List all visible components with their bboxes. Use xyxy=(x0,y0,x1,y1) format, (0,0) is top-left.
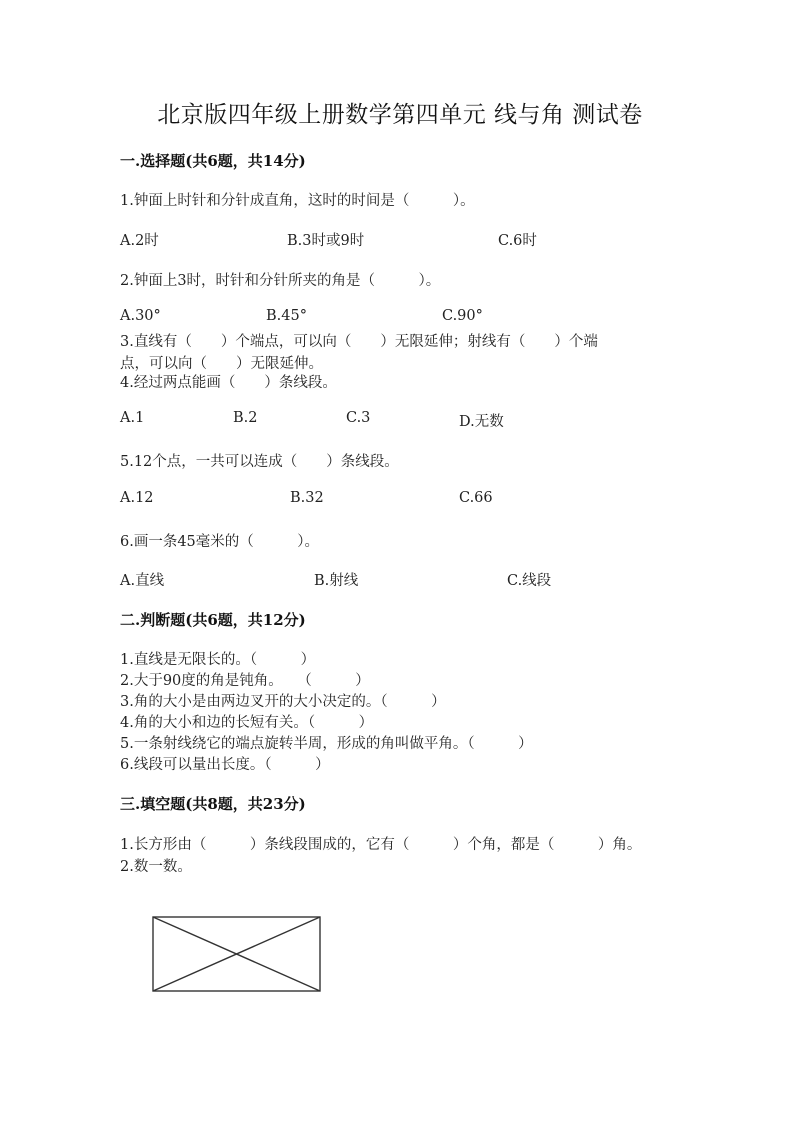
page-title: 北京版四年级上册数学第四单元 线与角 测试卷 xyxy=(157,102,643,128)
section-heading-fill-blank: 三.填空题(共8题，共23分) xyxy=(120,795,306,813)
option: B.32 xyxy=(290,490,324,506)
question-text-continued: 点，可以向（ ）无限延伸。 xyxy=(120,356,323,372)
option: A.直线 xyxy=(120,573,165,589)
option: A.1 xyxy=(120,410,145,426)
question-text: 2.数一数。 xyxy=(120,859,192,875)
option: A.30° xyxy=(120,308,161,324)
option: A.12 xyxy=(120,490,154,506)
option: C.线段 xyxy=(507,573,552,589)
option: C.3 xyxy=(346,410,371,426)
question-text: 5.一条射线绕它的端点旋转半周，形成的角叫做平角。（ ） xyxy=(120,736,533,752)
question-text: 6.线段可以量出长度。（ ） xyxy=(120,757,330,773)
option: C.6时 xyxy=(498,233,537,249)
option: A.2时 xyxy=(120,233,159,249)
option: C.66 xyxy=(459,490,493,506)
option: B.射线 xyxy=(314,573,359,589)
section-heading-choice: 一.选择题(共6题，共14分) xyxy=(120,152,306,170)
question-text: 3.角的大小是由两边叉开的大小决定的。（ ） xyxy=(120,694,446,710)
option: B.3时或9时 xyxy=(287,233,365,249)
option: B.45° xyxy=(266,308,307,324)
option: D.无数 xyxy=(459,414,504,430)
option: B.2 xyxy=(233,410,258,426)
question-text: 4.角的大小和边的长短有关。（ ） xyxy=(120,715,374,731)
rectangle-diagonals-figure xyxy=(152,916,322,992)
question-text: 3.直线有（ ）个端点，可以向（ ）无限延伸；射线有（ ）个端 xyxy=(120,334,598,350)
option: C.90° xyxy=(442,308,483,324)
question-text: 1.长方形由（ ）条线段围成的，它有（ ）个角，都是（ ）角。 xyxy=(120,837,642,853)
section-heading-judgement: 二.判断题(共6题，共12分) xyxy=(120,611,306,629)
question-text: 1.钟面上时针和分针成直角，这时的时间是（ ）。 xyxy=(120,193,475,209)
question-text: 4.经过两点能画（ ）条线段。 xyxy=(120,375,337,391)
question-text: 2.钟面上3时，时针和分针所夹的角是（ ）。 xyxy=(120,273,441,289)
question-text: 5.12个点，一共可以连成（ ）条线段。 xyxy=(120,454,399,470)
question-text: 1.直线是无限长的。（ ） xyxy=(120,652,316,668)
question-text: 2.大于90度的角是钝角。 （ ） xyxy=(120,673,370,689)
question-text: 6.画一条45毫米的（ ）。 xyxy=(120,534,320,550)
